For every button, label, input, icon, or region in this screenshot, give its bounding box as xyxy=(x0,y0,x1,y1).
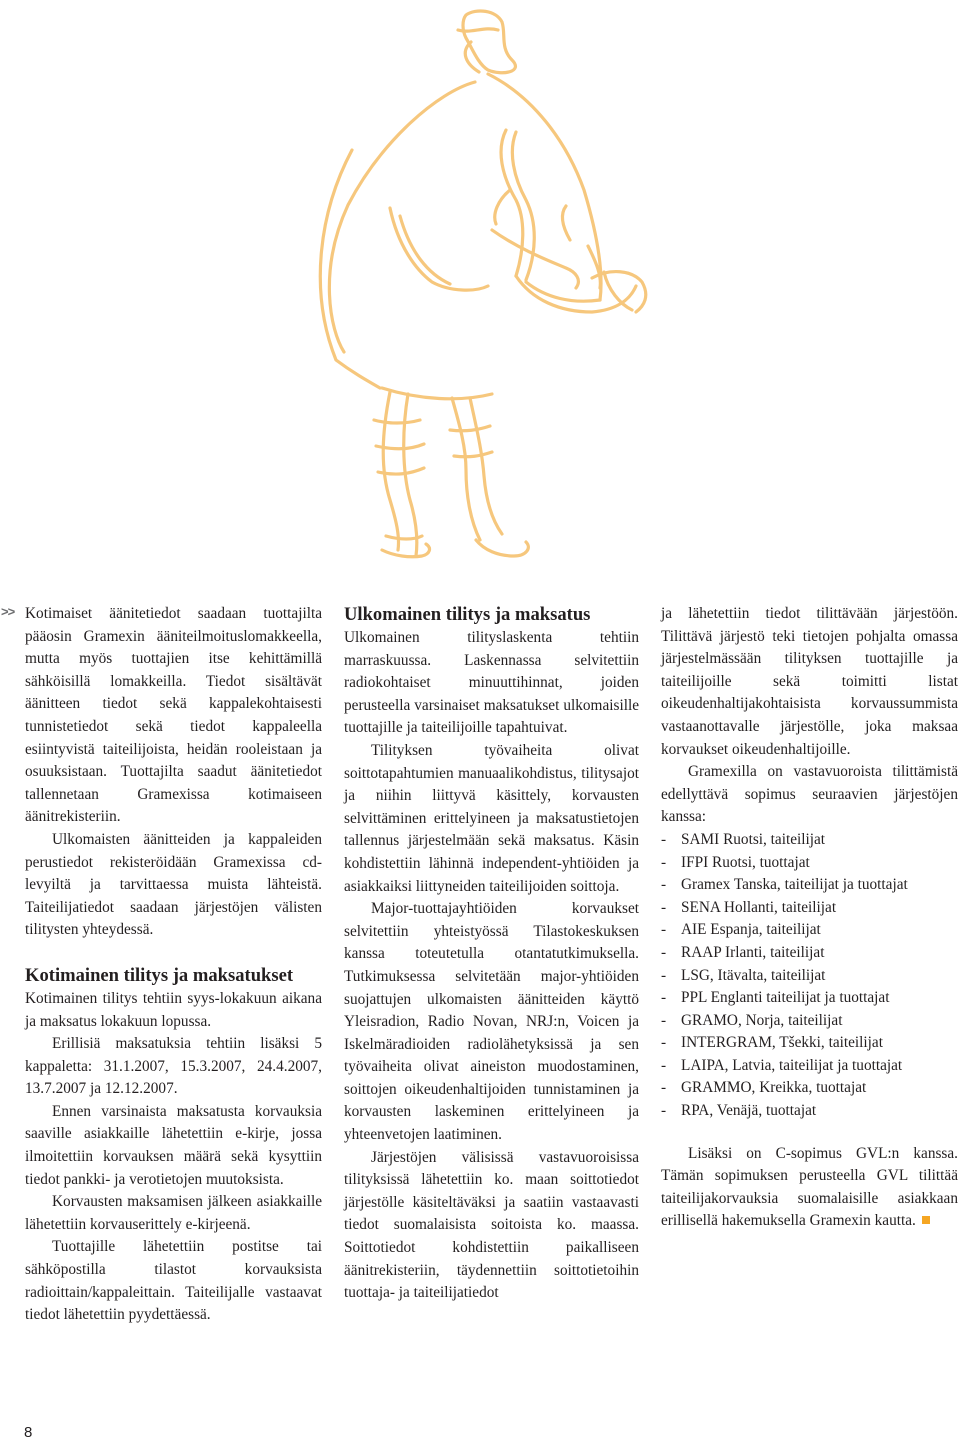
paragraph: Kotimainen tilitys tehtiin syys-lokakuun aikana ja maksatus lokakuun lopussa. xyxy=(25,989,322,1030)
list-item: - IFPI Ruotsi, tuottajat xyxy=(661,852,958,875)
paragraph: Ennen varsinaista maksatusta korvauksia saaville asiakkaille lähetettiin e-kirje, jossa ilmoitettiin korvauksen määrä sekä kysyttiin tiedot pankki- ja verotietojen muutoksista. xyxy=(25,1102,322,1188)
paragraph: Ulkomainen tilityslaskenta tehtiin marraskuussa. Laskennassa selvitettiin radiokohtaiset minuuttihinnat, joiden perusteella varsinaiset maksatukset ulkomaisille tuottajille ja taiteilijoille tapahtuivat. xyxy=(344,629,639,737)
paragraph: Tilityksen työvaiheita olivat soittotapahtumien manuaalikohdistus, tilitysajot ja niihin liittyvä käsittely, korvausten selvittäminen erittelyineen ja maksatustietojen tallennus järjestelmään sekä maksatus. Käsin kohdistettiin lähinnä independent-yhtiöiden ja asiakkaiksi liittyneiden taiteilijoiden soittoja. xyxy=(344,741,639,895)
paragraph: Erillisiä maksatuksia tehtiin lisäksi 5 kappaletta: 31.1.2007, 15.3.2007, 24.4.2007, 13.7.2007 ja 12.12.2007. xyxy=(25,1035,322,1098)
column-1 xyxy=(25,603,322,1327)
paragraph: ja lähetettiin tiedot tilittävään järjestöön. Tilittävä järjestö teki tietojen pohjalta omassa järjestelmässään tilityksen tuottajille ja taiteilijoille sekä toimitti listat oikeudenhaltijakohtaisista korvaussummista vastaanottavalle järjestölle, joka maksaa korvaukset oikeudenhaltijoille. xyxy=(661,605,958,758)
paragraph: Gramexilla on vastavuoroista tilittämistä edellyttävä sopimus seuraavien järjestöjen kanssa: xyxy=(661,763,958,826)
column-2 xyxy=(344,603,639,1305)
list-item: - RPA, Venäjä, tuottajat xyxy=(661,1100,958,1123)
list-item: - SENA Hollanti, taiteilijat xyxy=(661,897,958,920)
list-item: - PPL Englanti taiteilijat ja tuottajat xyxy=(661,987,958,1010)
section-heading: Ulkomainen tilitys ja maksatus xyxy=(344,604,591,625)
list-item: - LSG, Itävalta, taiteilijat xyxy=(661,965,958,988)
list-item: - LAIPA, Latvia, taiteilijat ja tuottajat xyxy=(661,1055,958,1078)
paragraph: Korvausten maksamisen jälkeen asiakkaille lähetettiin korvauserittely e-kirjeenä. xyxy=(25,1193,322,1233)
list-item: - GRAMMO, Kreikka, tuottajat xyxy=(661,1077,958,1100)
paragraph: Järjestöjen välisissä vastavuoroisissa tilityksissä lähetettiin ko. maan soittotiedot järjestölle käsiteltäväksi ja saatiin vastaavasti tiedot suomalaisista soitoista ko. maassa. Soittotiedot kohdistettiin paikalliseen äänitrekisteriin, täydennettiin soittotietoihin tuottaja- ja taiteilijatiedot xyxy=(344,1148,639,1302)
list-item: - GRAMO, Norja, taiteilijat xyxy=(661,1010,958,1033)
section-heading: Kotimainen tilitys ja maksatukset xyxy=(25,964,294,986)
end-square-icon xyxy=(922,1216,930,1224)
paragraph: Kotimaiset äänitetiedot saadaan tuottajilta pääosin Gramexin ääniteilmoituslomakkeella, mutta myös tuottajien itse kehittämillä sähköisillä lomakkeilla. Tiedot sisältävät äänitteen tiedot sekä kappalekohtaisesti tunnistetiedot sekä tiedot kappaleella esiintyvistä taiteilijoista, heidän rooleistaan ja osuuksistaan. Tuottajilta saadut äänitetiedot tallennetaan Gramexissa kotimaiseen äänitrekisteriin. xyxy=(25,605,322,826)
organisation-list xyxy=(661,829,958,1123)
saxophone-player-sketch-icon xyxy=(270,0,690,565)
section-marker: >> xyxy=(1,604,15,619)
paragraph-final xyxy=(661,1143,958,1233)
list-item: - Gramex Tanska, taiteilijat ja tuottajat xyxy=(661,874,958,897)
paragraph: Major-tuottajayhtiöiden korvaukset selvitettiin yhteistyössä Tilastokeskuksen kanssa toteutetulla otantatutkimuksella. Tutkimuksessa selvitetään major-yhtiöiden suojattujen ulkomaisten äänitteiden käyttö Yleisradion, Radio Novan, NRJ:n, Voicen ja Iskelmäradioiden radiolähetyksissä ja sen työvaiheita olivat aineiston muodostaminen, soittojen oikeudenhaltijoiden tunnistaminen ja korvausten laskeminen erittelyineen ja yhteenvetojen laatiminen. xyxy=(344,900,639,1144)
list-item: - INTERGRAM, Tšekki, taiteilijat xyxy=(661,1032,958,1055)
page-number: 8 xyxy=(24,1424,33,1441)
list-item: - AIE Espanja, taiteilijat xyxy=(661,919,958,942)
paragraph: Tuottajille lähetettiin postitse tai sähköpostilla tilastot korvauksista radioittain/kappaleittain. Taiteilijalle vastaavat tiedot lähetettiin pyydettäessä. xyxy=(25,1238,322,1324)
paragraph: Ulkomaisten äänitteiden ja kappaleiden perustiedot rekisteröidään Gramexissa cd-levyiltä ja tarvittaessa muista lähteistä. Taiteilijatiedot saadaan järjestöjen välisten tilitysten yhteydessä. xyxy=(25,830,322,939)
list-item: - SAMI Ruotsi, taiteilijat xyxy=(661,829,958,852)
list-item: - RAAP Irlanti, taiteilijat xyxy=(661,942,958,965)
paragraph-text: Lisäksi on C-sopimus GVL:n kanssa. Tämän sopimuksen perusteella GVL tilittää taiteilijakorvauksia suomalaisille asiakkaan erillisellä hakemuksella Gramexin kautta. xyxy=(661,1144,958,1230)
column-3 xyxy=(661,603,958,1233)
